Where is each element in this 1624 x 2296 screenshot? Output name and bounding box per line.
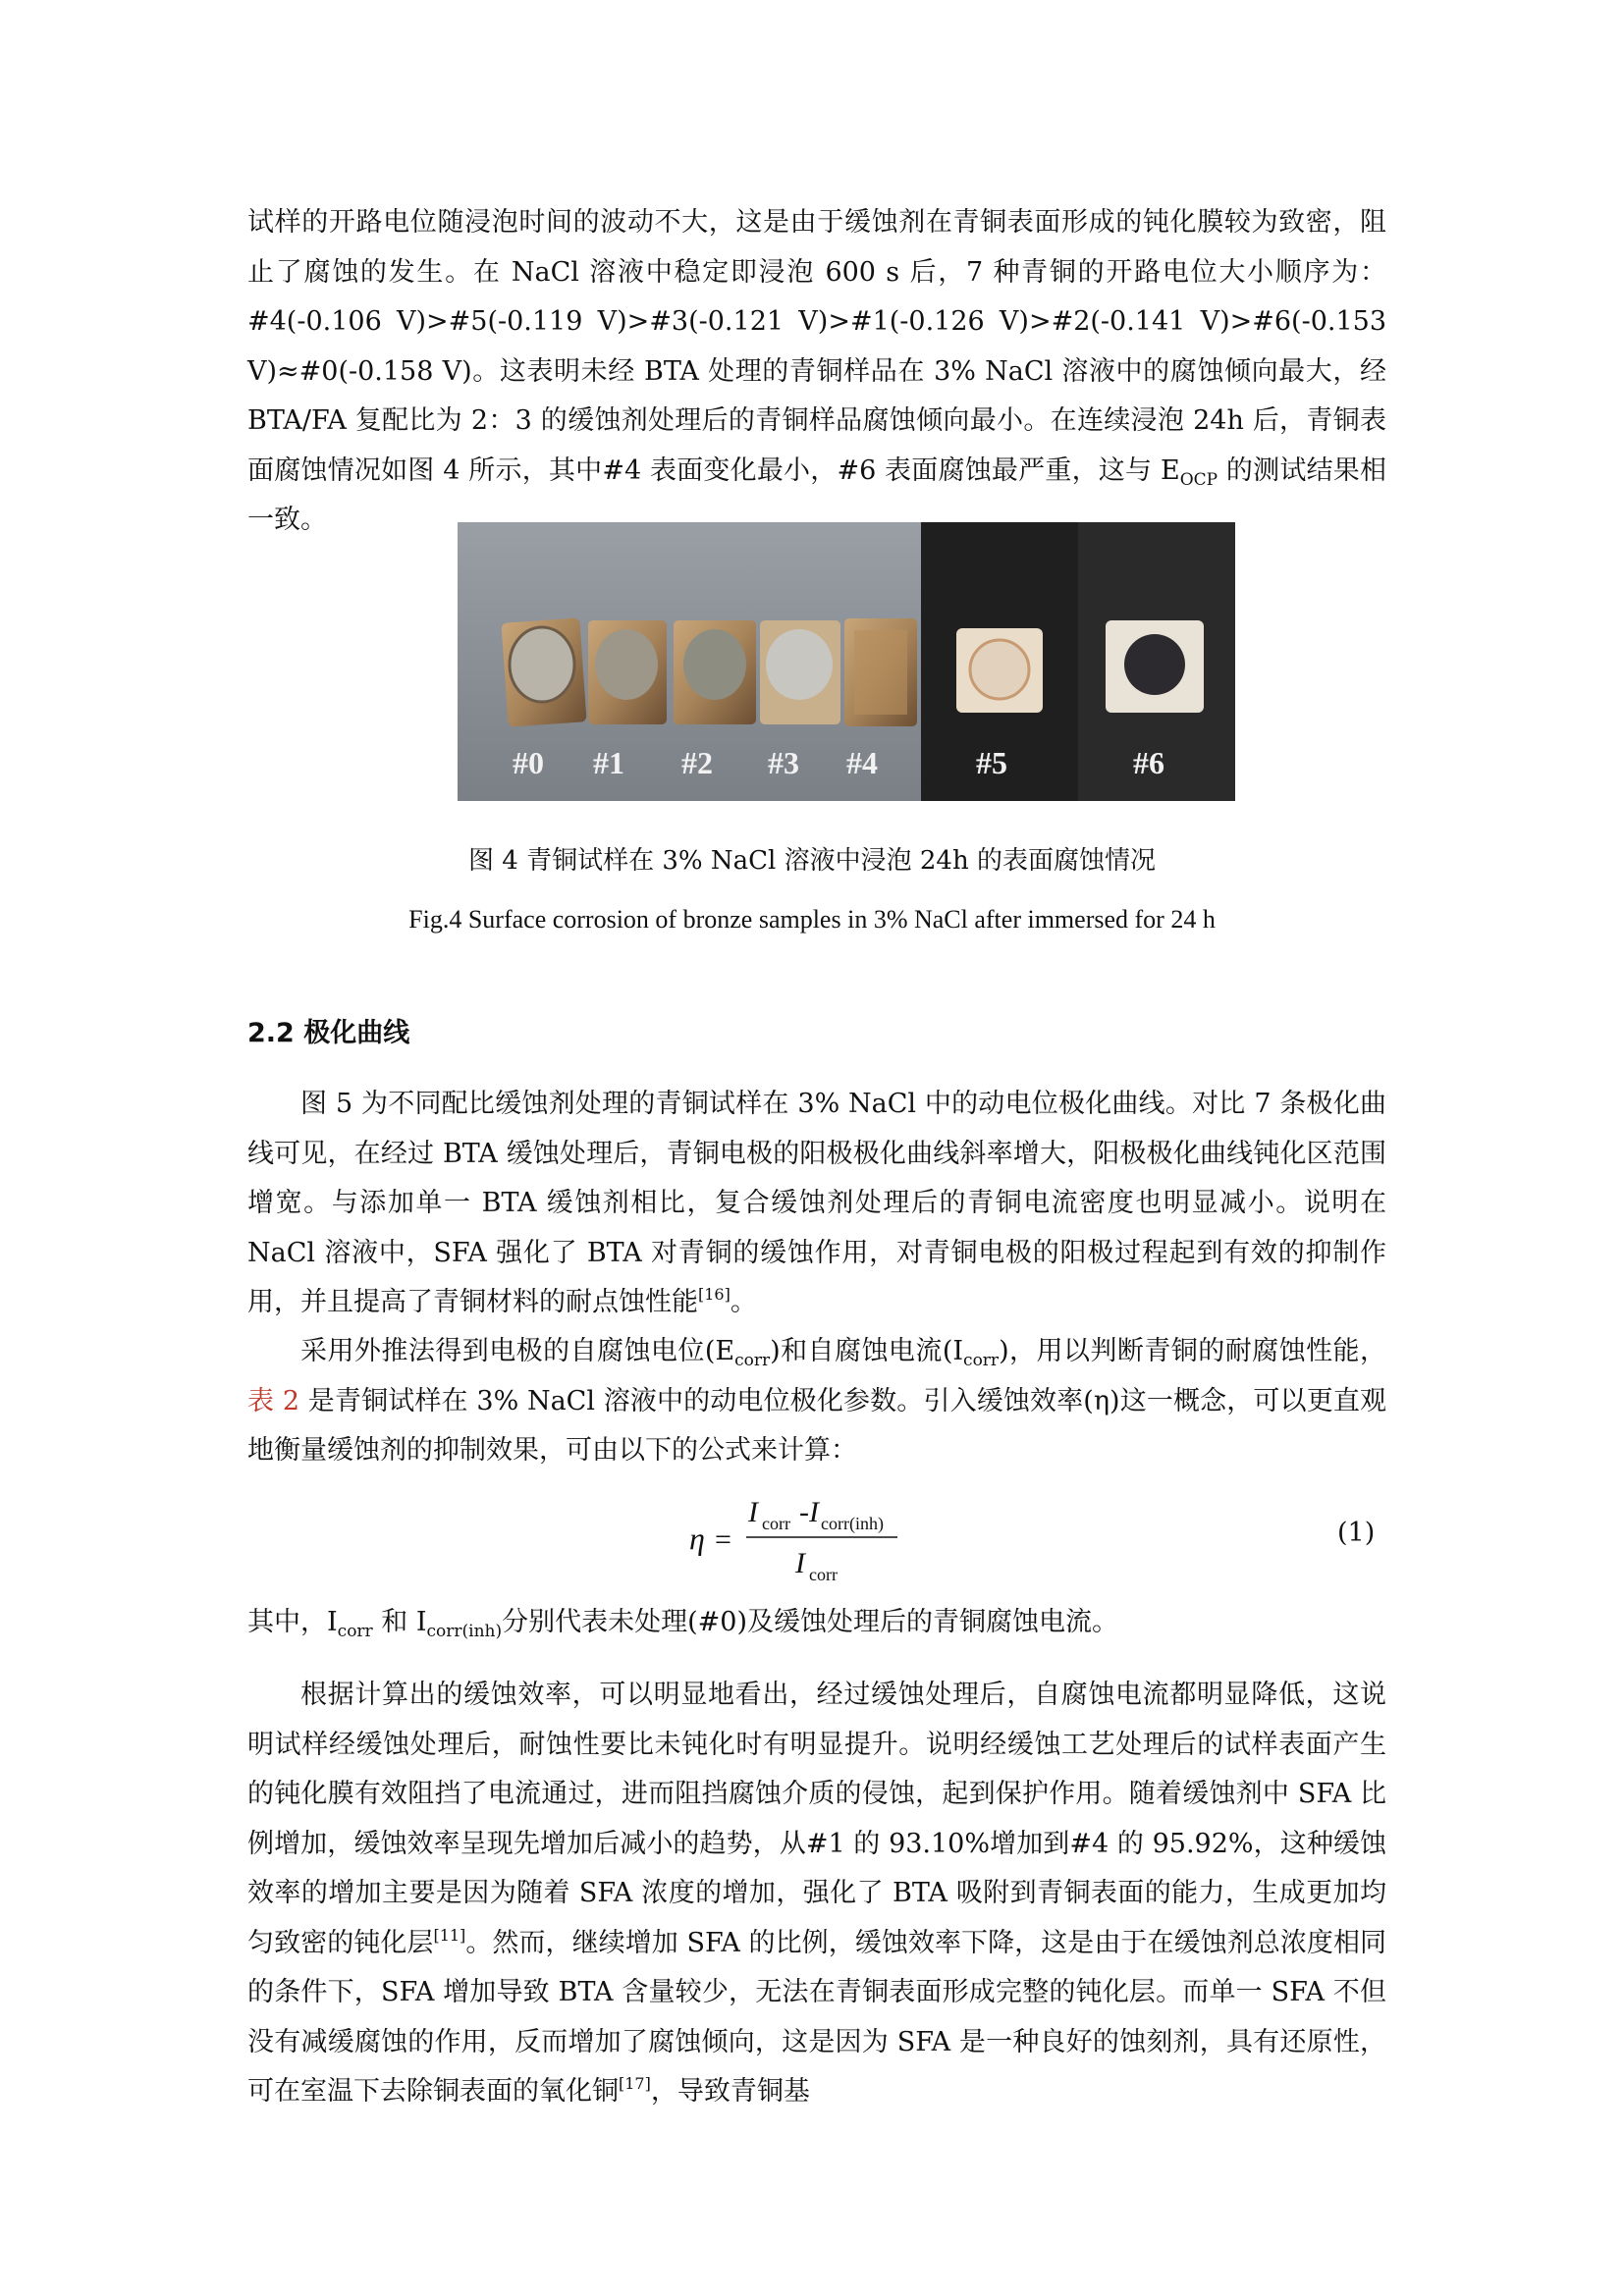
sample-5 (956, 628, 1043, 713)
text-part: 采用外推法得到电极的自腐蚀电位(E (300, 1336, 735, 1366)
paragraph-polarization (247, 1080, 1386, 1328)
formula-i-corr: I (748, 1496, 758, 1528)
paragraph-text-tail: 的测试结果相一致。 (247, 454, 1386, 535)
paragraph-where (247, 1598, 1386, 1648)
subscript: OCP (1179, 469, 1218, 490)
citation: [17] (619, 2074, 651, 2093)
subscript: corr (734, 1351, 771, 1370)
sample-0 (501, 617, 586, 726)
text-part: 根据计算出的缓蚀效率，可以明显地看出，经过缓蚀处理后，自腐蚀电流都明显降低，这说明试样经缓蚀处理后，耐蚀性要比未钝化时有明显提升。说明经缓蚀工艺处理后的试样表面产生的钝化膜有效阻挡了电流通过，进而阻挡腐蚀介质的侵蚀，起到保护作用。随着缓蚀剂中 SFA 比例增加，缓蚀效率呈现先增加后减小的趋势，从#1 的 93.10%增加到#4 的 95.92%，这种缓蚀效率的增加主要是因为随着 SFA 浓度的增加，强化了 BTA 吸附到青铜表面的能力，生成更加均匀致密的钝化层 (247, 1680, 1386, 1958)
text-part: 。然而，继续增加 SFA 的比例，缓蚀效率下降，这是由于在缓蚀剂总浓度相同的条件下，SFA 增加导致 BTA 含量较少，无法在青铜表面形成完整的钝化层。而单一 SFA 不但没有减缓腐蚀的作用，反而增加了腐蚀倾向，这是因为 SFA 是一种良好的蚀刻剂，具有还原性，可在室温下去除铜表面的氧化铜 (247, 1927, 1387, 2107)
paragraph-efficiency-discussion (247, 1671, 1386, 2117)
citation: [16] (698, 1285, 731, 1304)
sample-label-2: #2 (681, 745, 713, 780)
figure-caption-en: Fig.4 Surface corrosion of bronze samples in 3% NaCl after immersed for 24 h (408, 905, 1216, 934)
formula-sub-inh: corr(inh) (821, 1514, 884, 1533)
formula-sub-den: corr (809, 1565, 838, 1584)
paragraph-ocp-results (247, 198, 1386, 546)
sample-label-3: #3 (768, 745, 799, 780)
sample-6 (1106, 620, 1204, 713)
formula-eta: η (689, 1521, 705, 1556)
formula-equals: = (715, 1523, 731, 1556)
text-part: 其中，I (247, 1607, 338, 1637)
inhibition-efficiency-formula (687, 1488, 943, 1586)
bronze-samples-photo (458, 522, 1235, 801)
sample-4 (844, 618, 917, 726)
equation-number: (1) (1337, 1518, 1376, 1548)
text-part: )，用以判断青铜的耐腐蚀性能， (999, 1336, 1386, 1366)
section-heading: 2.2 极化曲线 (247, 1018, 410, 1048)
figure-caption-cn: 图 4 青铜试样在 3% NaCl 溶液中浸泡 24h 的表面腐蚀情况 (468, 846, 1156, 876)
text-part: ，导致青铜基 (650, 2076, 810, 2107)
sample-label-6: #6 (1133, 745, 1164, 780)
formula-i-den: I (795, 1547, 805, 1579)
sample-1 (588, 620, 667, 724)
subscript: corr (337, 1622, 373, 1641)
sample-2 (674, 620, 756, 724)
text-part: 是青铜试样在 3% NaCl 溶液中的动电位极化参数。引入缓蚀效率(η)这一概念，可以更直观地衡量缓蚀剂的抑制效果，可由以下的公式来计算： (247, 1385, 1387, 1466)
subscript: corr(inh) (426, 1622, 503, 1641)
paragraph-text-tail: 。 (730, 1287, 757, 1317)
sample-label-4: #4 (846, 745, 878, 780)
formula-minus: - (799, 1496, 809, 1528)
citation: [11] (433, 1925, 466, 1945)
sample-3 (760, 620, 840, 724)
text-part: )和自腐蚀电流(I (770, 1336, 964, 1366)
subscript: corr (963, 1351, 1000, 1370)
sample-label-5: #5 (976, 745, 1007, 780)
sample-label-0: #0 (513, 745, 544, 780)
text-part: 分别代表未处理(#0)及缓蚀处理后的青铜腐蚀电流。 (502, 1607, 1119, 1637)
paragraph-text: 试样的开路电位随浸泡时间的波动不大，这是由于缓蚀剂在青铜表面形成的钝化膜较为致密，阻止了腐蚀的发生。在 NaCl 溶液中稳定即浸泡 600 s 后，7 种青铜的开路电位大小顺序为：#4(-0.106 V)>#5(-0.119 V)>#3(-0.121 V)>#1(-0.126 V)>#2(-0.141 V)>#6(-0.153 V)≈#0(-0.158 V)。这表明未经 BTA 处理的青铜样品在 3% NaCl 溶液中的腐蚀倾向最大，经 BTA/FA 复配比为 2：3 的缓蚀剂处理后的青铜样品腐蚀倾向最小。在连续浸泡 24h 后，青铜表面腐蚀情况如图 4 所示，其中#4 表面变化最小，#6 表面腐蚀最严重，这与 E (247, 207, 1386, 486)
table-reference-link[interactable]: 表 2 (247, 1385, 300, 1416)
paragraph-extrapolation (247, 1327, 1386, 1476)
paragraph-text: 图 5 为不同配比缓蚀剂处理的青铜试样在 3% NaCl 中的动电位极化曲线。对比 7 条极化曲线可见，在经过 BTA 缓蚀处理后，青铜电极的阳极极化曲线斜率增大，阳极极化曲线钝化区范围增宽。与添加单一 BTA 缓蚀剂相比，复合缓蚀剂处理后的青铜电流密度也明显减小。说明在 NaCl 溶液中，SFA 强化了 BTA 对青铜的缓蚀作用，对青铜电极的阳极过程起到有效的抑制作用，并且提高了青铜材料的耐点蚀性能 (247, 1089, 1386, 1317)
formula-sub-corr: corr (762, 1514, 790, 1533)
text-part: 和 I (372, 1607, 427, 1637)
formula-i-inh: I (809, 1496, 819, 1528)
sample-label-1: #1 (593, 745, 624, 780)
